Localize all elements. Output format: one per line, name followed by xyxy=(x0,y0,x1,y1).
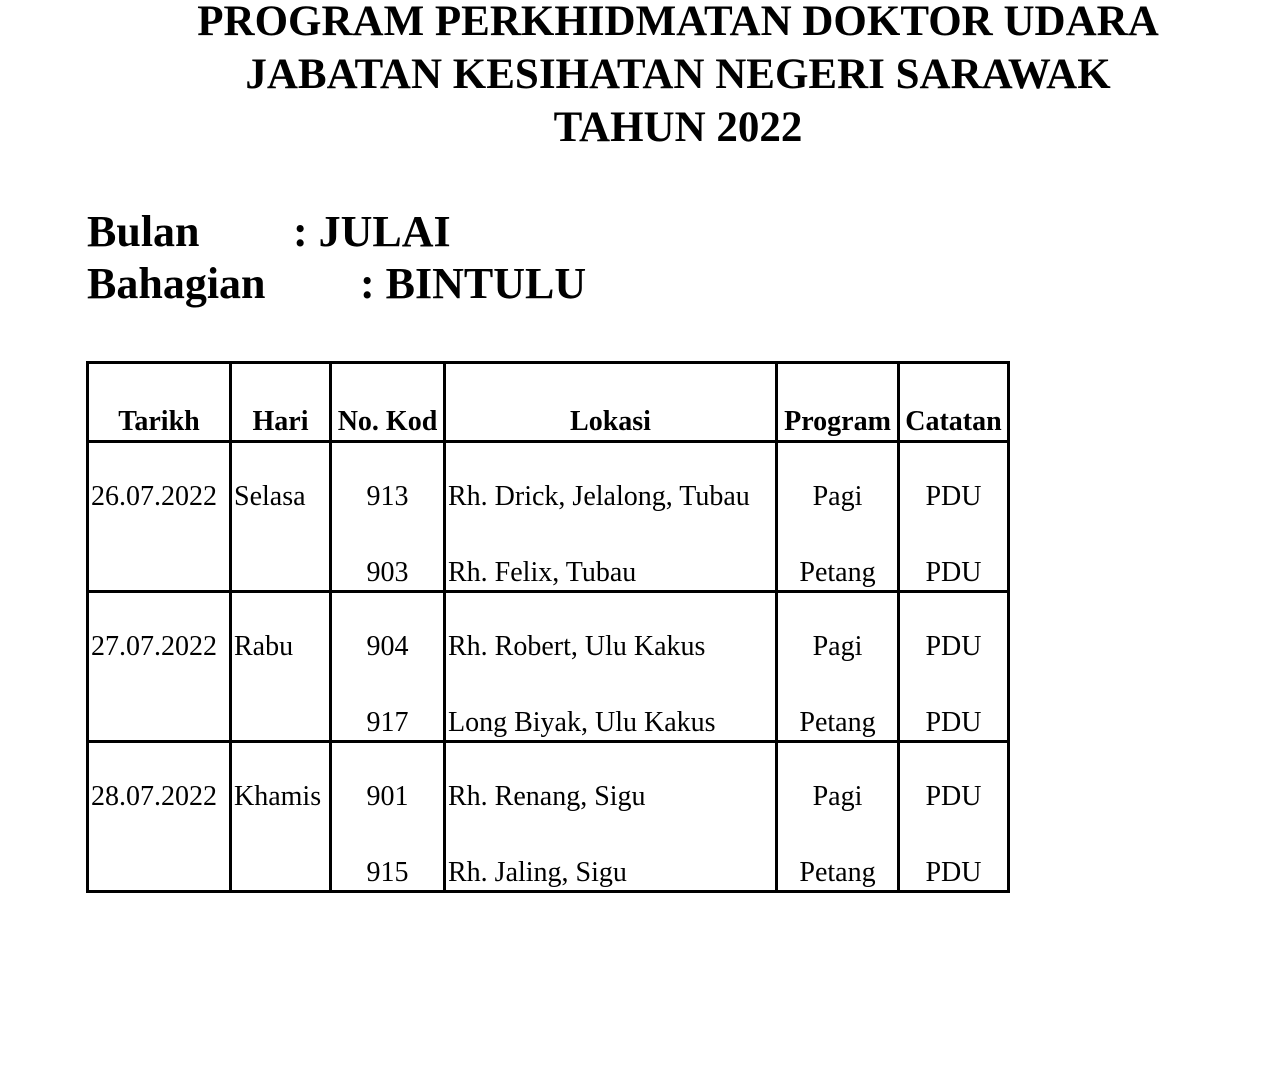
cell-tarikh xyxy=(88,515,231,592)
cell-program: Petang xyxy=(777,665,899,742)
cell-hari xyxy=(231,515,331,592)
cell-no-kod: 904 xyxy=(331,592,445,666)
bulan-label: Bulan xyxy=(87,207,200,256)
cell-program: Petang xyxy=(777,515,899,592)
table-row xyxy=(88,515,1009,592)
cell-program: Pagi xyxy=(777,442,899,516)
cell-catatan: PDU xyxy=(899,665,1009,742)
cell-tarikh xyxy=(88,665,231,742)
title-line: JABATAN KESIHATAN NEGERI SARAWAK xyxy=(245,51,1111,98)
cell-program: Pagi xyxy=(777,592,899,666)
cell-hari xyxy=(231,815,331,892)
cell-tarikh: 28.07.2022 xyxy=(88,742,231,816)
bahagian-field xyxy=(87,258,587,310)
table-row xyxy=(88,592,1009,666)
cell-no-kod: 913 xyxy=(331,442,445,516)
title-line: PROGRAM PERKHIDMATAN DOKTOR UDARA xyxy=(197,0,1159,45)
table-row xyxy=(88,442,1009,516)
cell-catatan: PDU xyxy=(899,815,1009,892)
cell-program: Petang xyxy=(777,815,899,892)
bahagian-label: Bahagian xyxy=(87,259,266,308)
cell-tarikh: 26.07.2022 xyxy=(88,442,231,516)
table-header-row xyxy=(88,363,1009,442)
cell-catatan: PDU xyxy=(899,592,1009,666)
cell-lokasi: Rh. Robert, Ulu Kakus xyxy=(445,592,777,666)
title-line: TAHUN 2022 xyxy=(553,104,803,151)
cell-tarikh: 27.07.2022 xyxy=(88,592,231,666)
cell-catatan: PDU xyxy=(899,515,1009,592)
cell-no-kod: 901 xyxy=(331,742,445,816)
table-row xyxy=(88,665,1009,742)
document-title xyxy=(86,0,1270,154)
cell-hari: Rabu xyxy=(231,592,331,666)
cell-hari: Khamis xyxy=(231,742,331,816)
cell-lokasi: Rh. Renang, Sigu xyxy=(445,742,777,816)
cell-no-kod: 915 xyxy=(331,815,445,892)
column-header-no-kod: No. Kod xyxy=(331,363,445,442)
bulan-field xyxy=(87,206,451,258)
cell-lokasi: Rh. Drick, Jelalong, Tubau xyxy=(445,442,777,516)
cell-hari: Selasa xyxy=(231,442,331,516)
cell-program: Pagi xyxy=(777,742,899,816)
column-header-hari: Hari xyxy=(231,363,331,442)
column-header-catatan: Catatan xyxy=(899,363,1009,442)
cell-no-kod: 917 xyxy=(331,665,445,742)
cell-lokasi: Rh. Jaling, Sigu xyxy=(445,815,777,892)
cell-catatan: PDU xyxy=(899,442,1009,516)
cell-no-kod: 903 xyxy=(331,515,445,592)
column-header-lokasi: Lokasi xyxy=(445,363,777,442)
bahagian-value: : BINTULU xyxy=(360,259,587,308)
table-row xyxy=(88,742,1009,816)
column-header-program: Program xyxy=(777,363,899,442)
bulan-value: : JULAI xyxy=(293,207,451,256)
schedule-table xyxy=(86,361,1010,893)
table-row xyxy=(88,815,1009,892)
column-header-tarikh: Tarikh xyxy=(88,363,231,442)
cell-lokasi: Long Biyak, Ulu Kakus xyxy=(445,665,777,742)
cell-lokasi: Rh. Felix, Tubau xyxy=(445,515,777,592)
cell-catatan: PDU xyxy=(899,742,1009,816)
cell-tarikh xyxy=(88,815,231,892)
cell-hari xyxy=(231,665,331,742)
